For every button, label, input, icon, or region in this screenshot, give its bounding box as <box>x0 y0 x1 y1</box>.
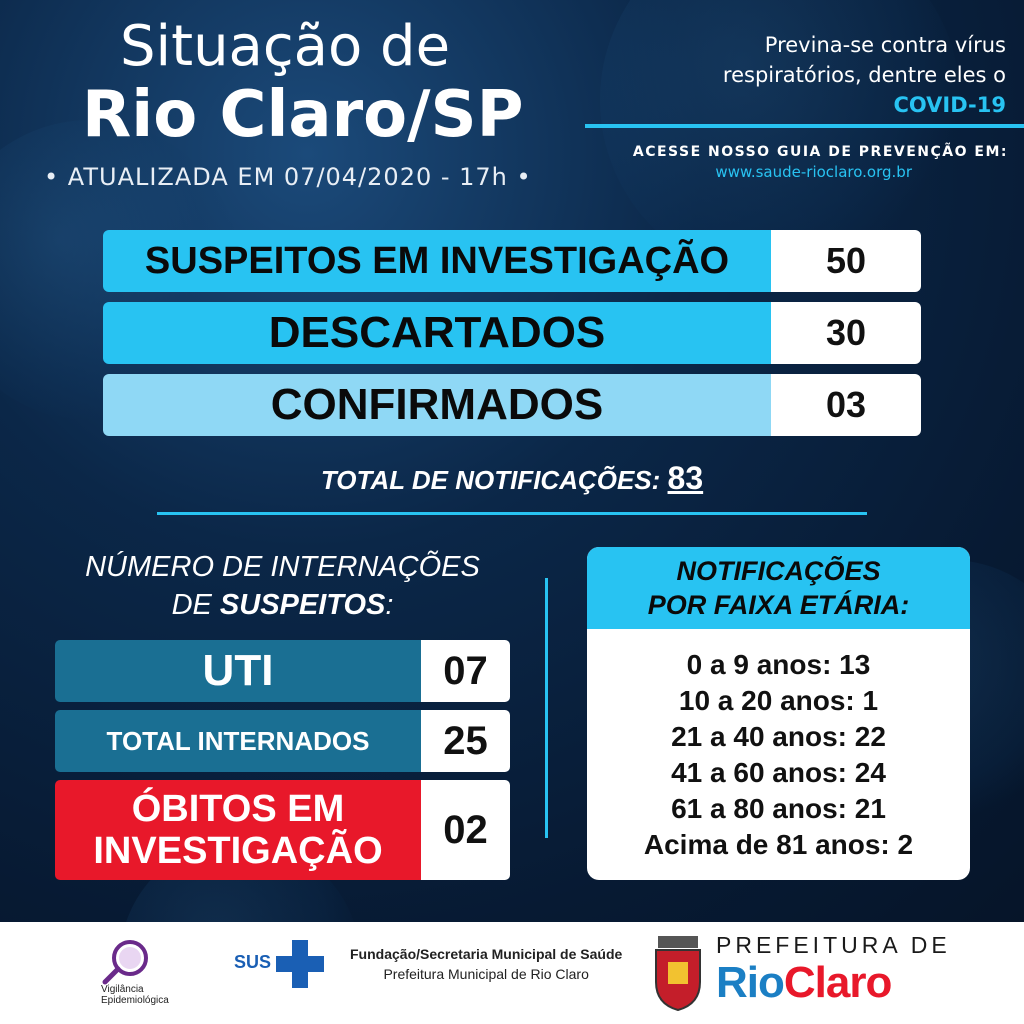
stat-value: 50 <box>771 230 921 292</box>
vertical-divider <box>545 578 548 838</box>
sus-logo: SUS <box>234 938 334 994</box>
divider <box>157 512 867 515</box>
stat-row-confirmados <box>103 374 921 436</box>
stat-row-suspeitos <box>103 230 921 292</box>
magnifier-icon <box>95 936 155 986</box>
total-value: 83 <box>667 460 704 496</box>
row-obitos <box>55 780 510 880</box>
divider <box>585 124 1024 128</box>
title-line1: Situação de <box>120 14 451 79</box>
prevention-text: Previna-se contra vírus respiratórios, dentre eles o COVID-19 <box>646 30 1006 120</box>
guide-label: ACESSE NOSSO GUIA DE PREVENÇÃO EM: <box>632 144 1008 160</box>
stat-label: SUSPEITOS EM INVESTIGAÇÃO <box>103 230 771 292</box>
internacoes-title: NÚMERO DE INTERNAÇÕES DE SUSPEITOS: <box>85 551 480 621</box>
stat-label: CONFIRMADOS <box>103 374 771 436</box>
stat-value: 03 <box>771 374 921 436</box>
uti-label: UTI <box>55 640 421 702</box>
faixa-etaria-list <box>587 629 970 863</box>
total-internados-value: 25 <box>421 710 510 772</box>
row-uti <box>55 640 510 702</box>
fundacao-text: Fundação/Secretaria Municipal de Saúde Prefeitura Municipal de Rio Claro <box>350 946 623 982</box>
vigilancia-logo: Vigilância Epidemiológica <box>95 936 215 1006</box>
stat-label: DESCARTADOS <box>103 302 771 364</box>
stat-row-descartados <box>103 302 921 364</box>
stat-value: 30 <box>771 302 921 364</box>
prefeitura-label: PREFEITURA DE <box>716 932 951 958</box>
age-item: 21 a 40 anos: 22 <box>671 721 886 752</box>
total-internados-label: TOTAL INTERNADOS <box>55 710 421 772</box>
age-item: 61 a 80 anos: 21 <box>671 793 886 824</box>
obitos-value: 02 <box>421 780 510 880</box>
age-item: 41 a 60 anos: 24 <box>671 757 886 788</box>
row-total-internados <box>55 710 510 772</box>
rioclaro-logo: RioClaro <box>716 958 892 1007</box>
updated-date: • ATUALIZADA EM 07/04/2020 - 17h • <box>44 163 532 191</box>
faixa-etaria-header: NOTIFICAÇÕES POR FAIXA ETÁRIA: <box>587 547 970 629</box>
footer <box>0 922 1024 1024</box>
age-item: 0 a 9 anos: 13 <box>686 649 871 680</box>
guide-url-link[interactable]: www.saude-rioclaro.org.br <box>715 163 912 181</box>
age-item: Acima de 81 anos: 2 <box>643 829 914 860</box>
obitos-label: ÓBITOS EM INVESTIGAÇÃO <box>55 780 421 880</box>
age-item: 10 a 20 anos: 1 <box>678 685 879 716</box>
covid-label: COVID-19 <box>893 93 1006 117</box>
uti-value: 07 <box>421 640 510 702</box>
title-line2: Rio Claro/SP <box>82 78 524 152</box>
faixa-etaria-card <box>587 547 970 880</box>
total-notificacoes: TOTAL DE NOTIFICAÇÕES: 83 <box>320 460 704 496</box>
crest-icon <box>650 932 706 1016</box>
